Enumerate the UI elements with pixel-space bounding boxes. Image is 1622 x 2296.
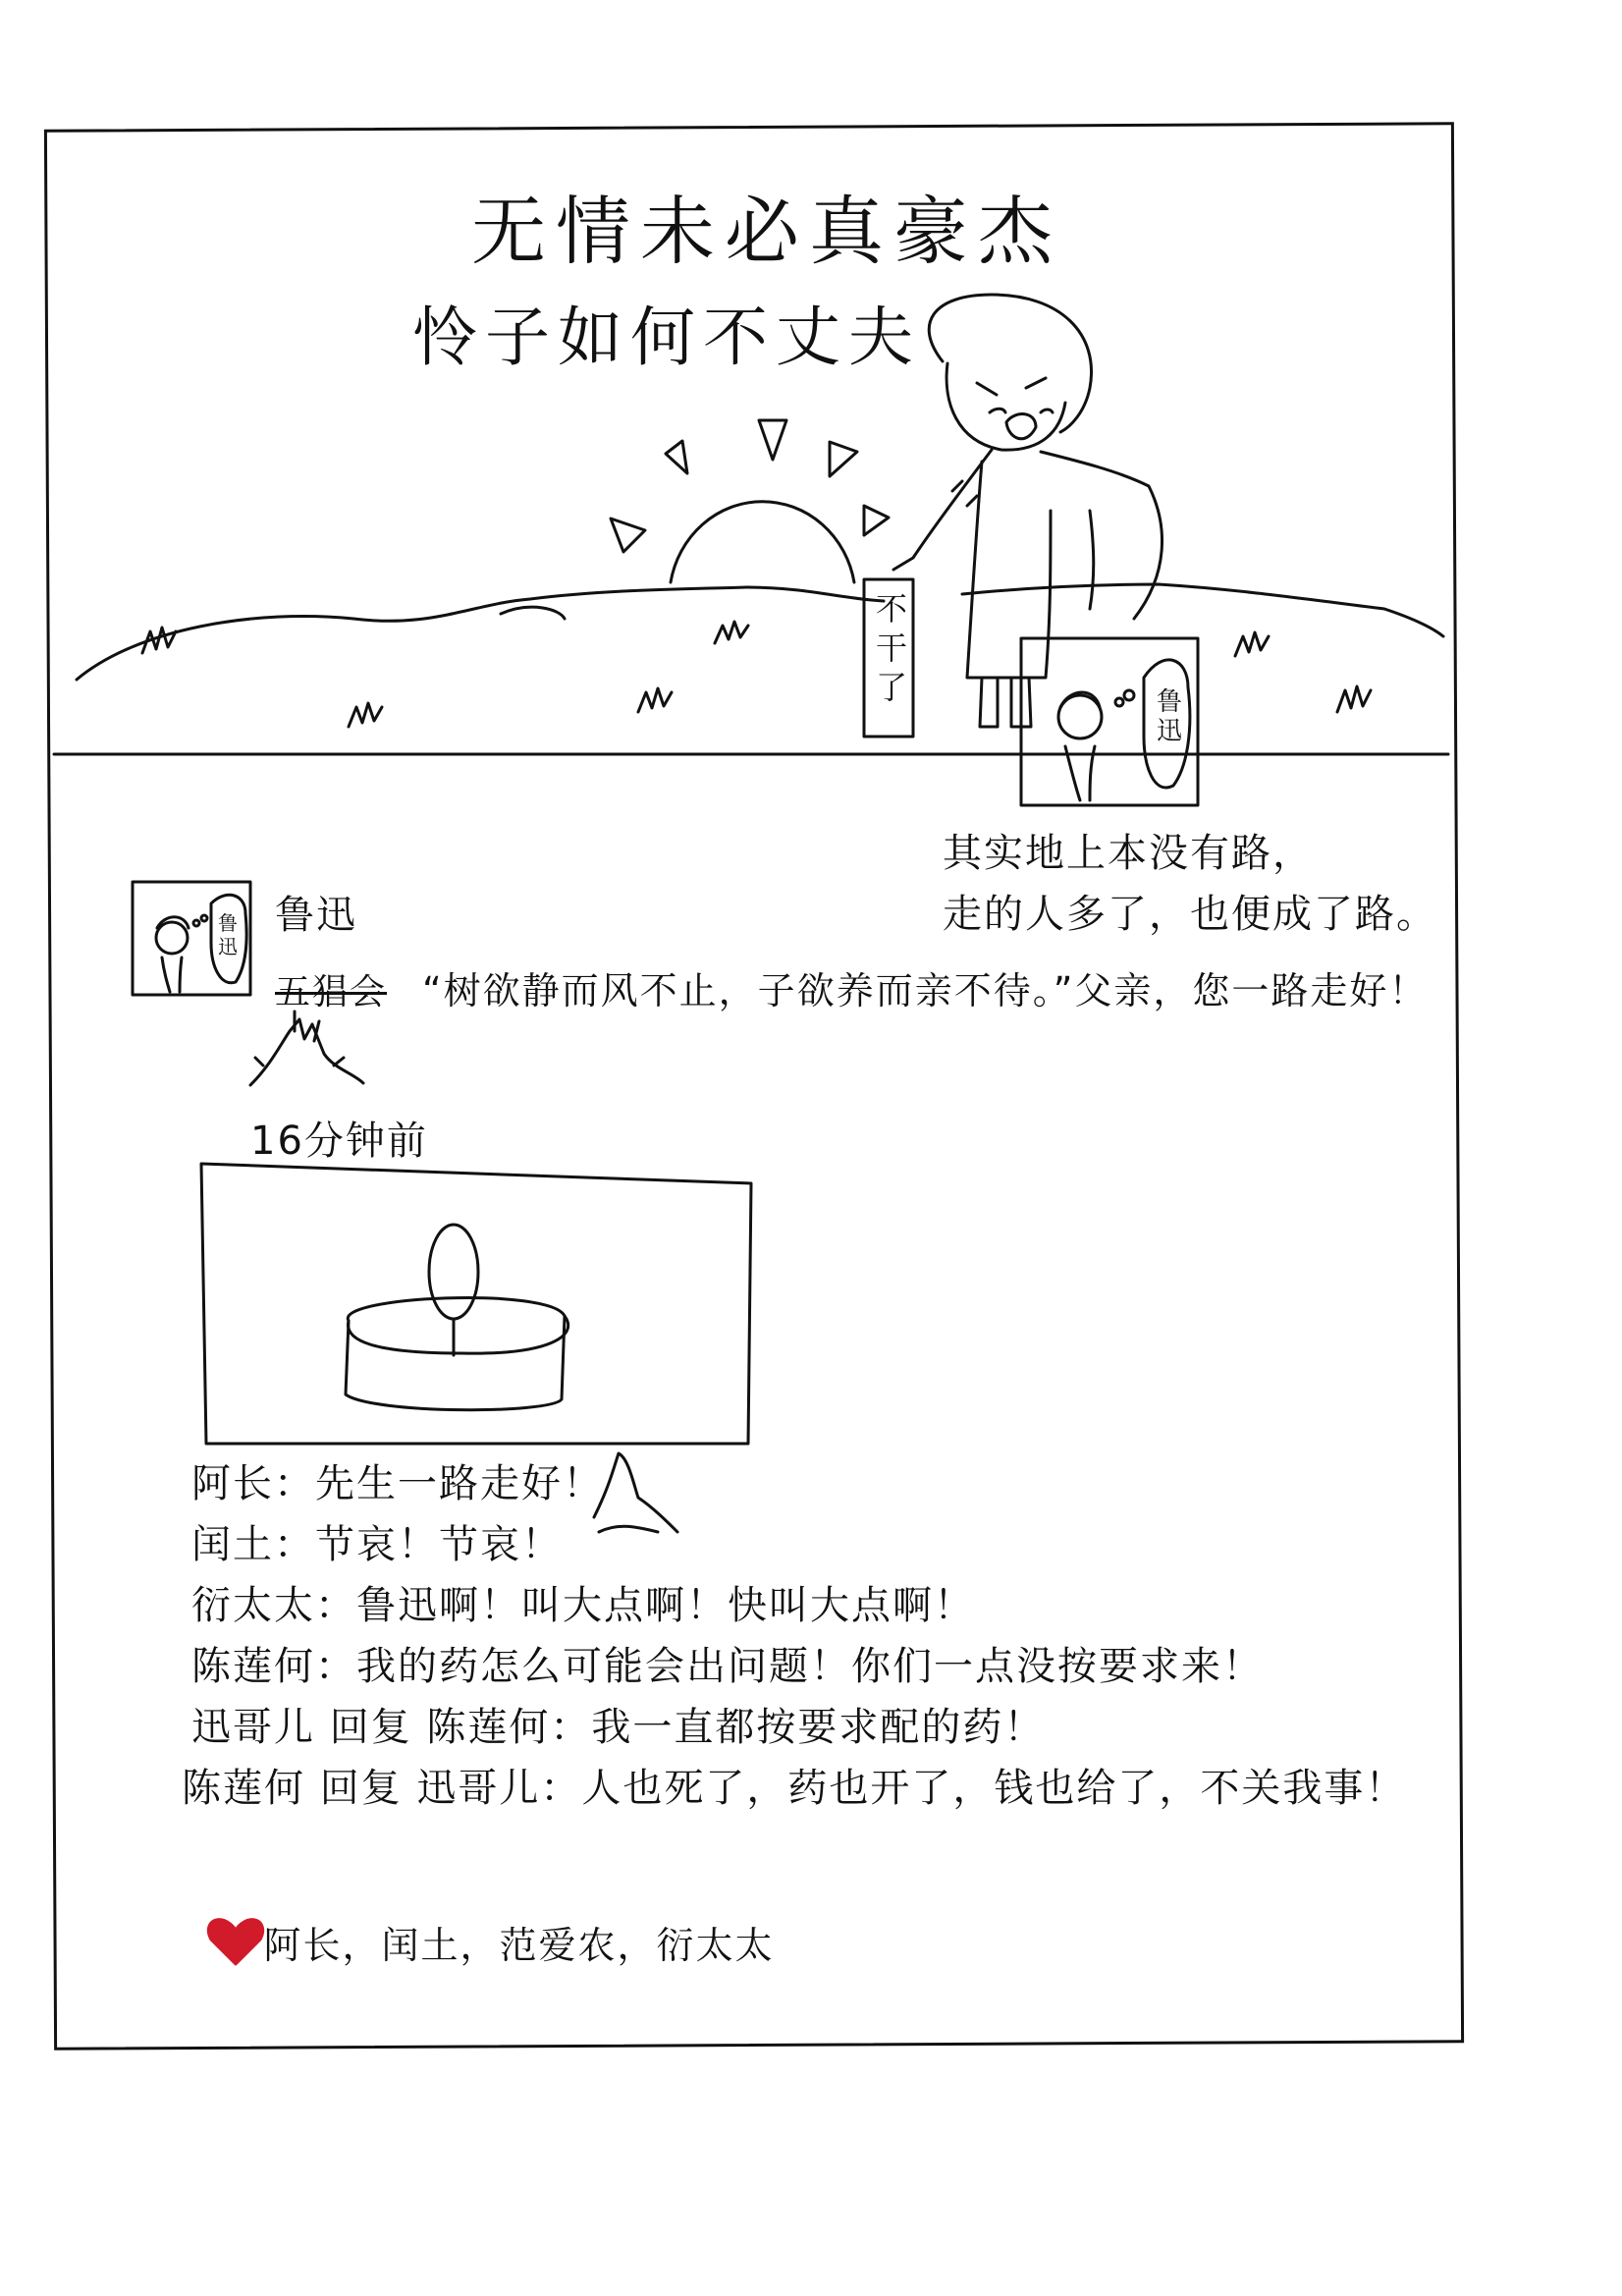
comment: 陈莲何 回复 迅哥儿：人也死了，药也开了，钱也给了，不关我事！: [182, 1766, 1407, 1811]
comment-list: [182, 1453, 1407, 1819]
grass-tuft: [349, 703, 382, 727]
candle-icon: [346, 1225, 568, 1410]
likes-users: 阿长，闰土，范爱农，衍太太: [263, 1924, 775, 1967]
post-author[interactable]: 鲁迅: [275, 893, 357, 938]
portrait-stamp-text: 鲁迅: [1157, 687, 1185, 746]
comment: 闰土：节哀！节哀！: [191, 1522, 563, 1567]
avatar-stamp-text: 鲁迅: [218, 911, 240, 958]
post-photo: [201, 1164, 751, 1444]
grass-tuft: [715, 622, 748, 643]
comment: 衍太太：鲁迅啊！叫大点啊！快叫大点啊！: [191, 1583, 975, 1628]
comment: 迅哥儿 回复 陈莲何：我一直都按要求配的药！: [191, 1705, 1046, 1750]
quote-line: 走的人多了，也便成了路。: [943, 892, 1437, 937]
grass-tuft: [142, 628, 176, 653]
post-timestamp: 16分钟前: [250, 1119, 428, 1164]
likes-row: [211, 1915, 775, 1969]
quote-line: 其实地上本没有路，: [943, 831, 1314, 876]
grass-tuft: [1337, 686, 1371, 712]
sun-icon: [611, 420, 889, 582]
post-text: “树欲静而风不止，子欲养而亲不待。”父亲，您一路走好！: [422, 969, 1429, 1012]
hills: [77, 584, 1443, 680]
sign-text: 不干了: [875, 590, 907, 706]
comment: 阿长：先生一路走好！: [191, 1461, 604, 1506]
grass-tuft: [638, 688, 672, 712]
comment: 陈莲何：我的药怎么可能会出问题！你们一点没按要求来！: [191, 1644, 1264, 1689]
post-tag: 五猖会: [275, 972, 388, 1012]
figure-illustration: [893, 295, 1162, 727]
page-title: 无情未必真豪杰: [471, 188, 1062, 275]
hill-inner: [501, 607, 565, 619]
like-heart-glyph[interactable]: [211, 1923, 240, 1968]
quote: [943, 823, 1437, 945]
grass-tuft: [1235, 632, 1269, 656]
page-subtitle: 怜子如何不丈夫: [412, 300, 921, 375]
praying-hands-icon: [250, 1011, 363, 1085]
